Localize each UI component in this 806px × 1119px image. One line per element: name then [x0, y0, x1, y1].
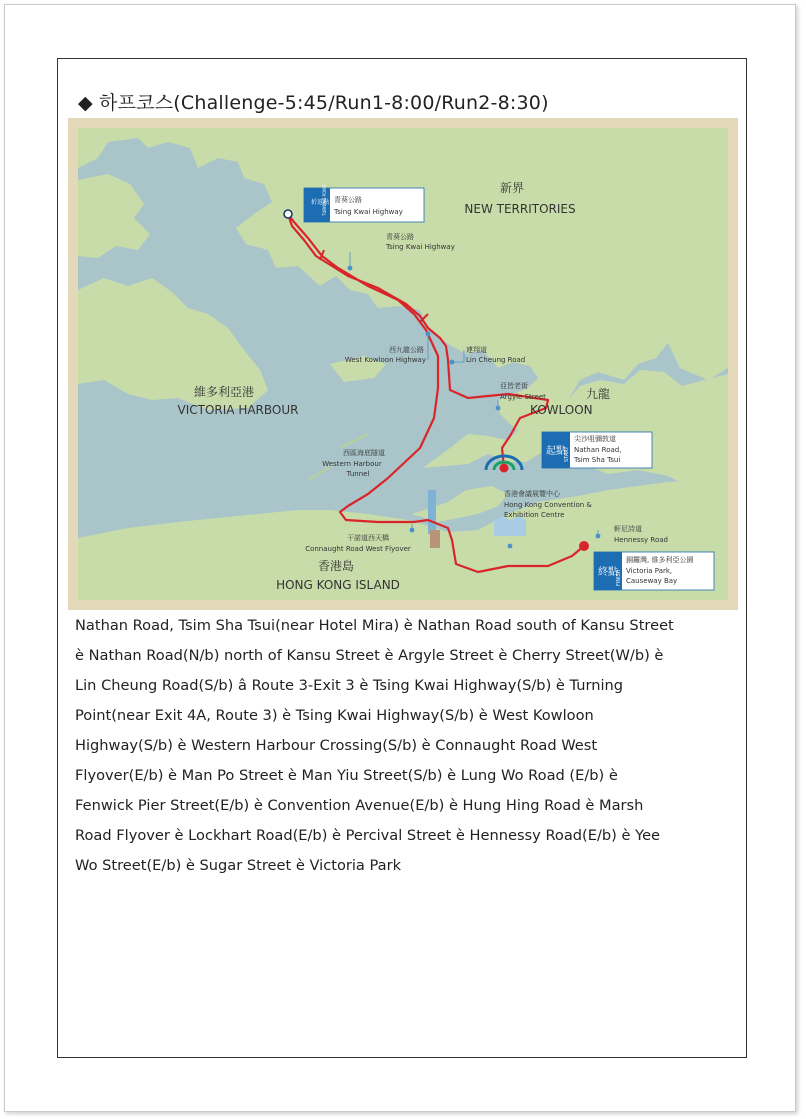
route-line-4: Point(near Exit 4A, Route 3) è Tsing Kwai Highway(S/b) è West Kowloon: [75, 707, 594, 724]
start-badge-zh: 起點: [546, 446, 566, 457]
route-line-9: Wo Street(E/b) è Sugar Street è Victoria Park: [75, 857, 402, 874]
label-lin-cheung-en: Lin Cheung Road: [466, 356, 526, 364]
route-line-2: è Nathan Road(N/b) north of Kansu Street è Argyle Street è Cherry Street(W/b) è: [75, 647, 664, 664]
map-svg: [68, 118, 738, 610]
start-callout: [542, 432, 652, 468]
label-hkcec-en1: Hong Kong Convention &: [504, 501, 592, 509]
start-marker: [500, 464, 509, 473]
label-hkcec-en2: Exhibition Centre: [504, 511, 565, 519]
label-argyle-zh: 亞皆老街: [500, 382, 528, 390]
label-victoria-harbour-en: VICTORIA HARBOUR: [177, 403, 299, 417]
turning-badge-zh: 折返點: [311, 199, 330, 206]
label-kowloon-zh: 九龍: [586, 387, 611, 401]
finish-badge-en: FINISH: [616, 569, 622, 586]
label-hkcec-zh: 香港會議展覽中心: [504, 490, 560, 498]
label-hk-island-zh: 香港島: [317, 559, 355, 573]
finish-en1: Victoria Park,: [626, 567, 673, 575]
label-hennessy-zh: 軒尼詩道: [614, 525, 642, 533]
start-en1: Nathan Road,: [574, 446, 622, 454]
route-line-1: Nathan Road, Tsim Sha Tsui(near Hotel Mira) è Nathan Road south of Kansu Street: [75, 617, 674, 634]
finish-en2: Causeway Bay: [626, 577, 678, 585]
turning-zh: 青葵公路: [334, 196, 362, 204]
course-map: [68, 118, 738, 610]
finish-badge-zh: 終點: [598, 567, 618, 578]
page-title: ◆ 하프코스(Challenge-5:45/Run1-8:00/Run2-8:30): [78, 92, 549, 114]
building-icon: [430, 530, 440, 548]
label-west-kowloon-en: West Kowloon Highway: [344, 356, 426, 364]
label-new-territories-en: NEW TERRITORIES: [464, 202, 576, 216]
label-west-kowloon-zh: 西九龍公路: [389, 346, 424, 354]
start-badge-en: START: [564, 446, 570, 462]
route-line-8: Road Flyover è Lockhart Road(E/b) è Percival Street è Hennessy Road(E/b) è Yee: [75, 827, 661, 844]
label-hennessy-en: Hennessy Road: [614, 536, 668, 544]
route-line-7: Fenwick Pier Street(E/b) è Convention Avenue(E/b) è Hung Hing Road è Marsh: [75, 797, 644, 814]
label-tsing-kwai-en: Tsing Kwai Highway: [386, 243, 455, 251]
label-new-territories-zh: 新界: [499, 181, 525, 195]
route-line-5: Highway(S/b) è Western Harbour Crossing(S/b) è Connaught Road West: [75, 737, 598, 754]
start-zh: 尖沙咀彌敦道: [574, 435, 616, 443]
ifc-tower: [428, 490, 436, 534]
route-line-3: Lin Cheung Road(S/b) â Route 3-Exit 3 è Tsing Kwai Highway(S/b) è Turning: [75, 677, 624, 694]
start-en2: Tsim Sha Tsui: [574, 456, 621, 464]
label-whc-zh: 西區海底隧道: [343, 449, 385, 457]
label-tsing-kwai-zh: 青葵公路: [386, 233, 414, 241]
route-line-6: Flyover(E/b) è Man Po Street è Man Yiu Street(S/b) è Lung Wo Road (E/b) è: [75, 767, 618, 784]
turning-point-marker: [284, 210, 292, 218]
label-kowloon-en: KOWLOON: [530, 403, 593, 417]
route-description: [75, 611, 735, 881]
label-argyle-en: Argyle Street: [500, 393, 546, 401]
finish-callout: [594, 552, 714, 590]
label-whc-en1: Western Harbour: [322, 460, 382, 468]
label-lin-cheung-zh: 連翔道: [466, 346, 487, 354]
label-connaught-zh: 干諾道西天橋: [347, 534, 389, 542]
turning-badge-en: TURNING POINT: [322, 184, 327, 216]
label-whc-en2: Tunnel: [346, 470, 370, 478]
finish-marker: [579, 541, 589, 551]
label-hk-island-en: HONG KONG ISLAND: [276, 578, 400, 592]
label-connaught-en: Connaught Road West Flyover: [305, 545, 411, 553]
finish-zh: 銅鑼灣, 維多利亞公園: [626, 556, 694, 564]
turning-point-callout: [304, 184, 424, 222]
turning-en: Tsing Kwai Highway: [334, 208, 403, 216]
label-victoria-harbour-zh: 維多利亞港: [193, 385, 255, 399]
